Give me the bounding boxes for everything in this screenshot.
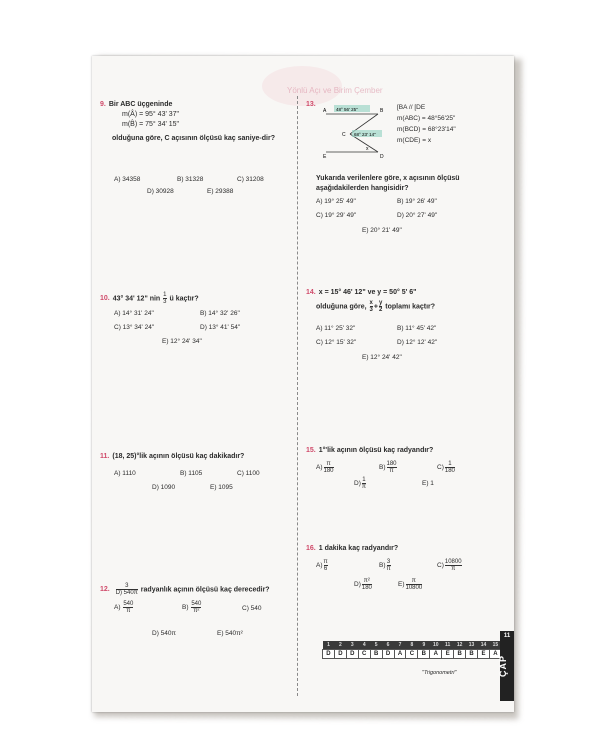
q12-a-num: 540: [123, 601, 134, 607]
key-num: 2: [334, 641, 346, 650]
q14-option-c[interactable]: C) 12° 15' 32": [316, 339, 357, 346]
point-c: C: [342, 132, 346, 138]
q14-frac-x: [370, 300, 373, 313]
q16-e-num: π: [411, 578, 416, 584]
key-num: 7: [394, 641, 406, 650]
q16-a-num: π: [323, 559, 328, 565]
q16-b-frac: [387, 559, 391, 572]
key-num: 5: [370, 641, 382, 650]
answer-key-answers: [323, 650, 514, 659]
q15-b-den: π: [387, 467, 397, 474]
q16-e-label: E): [398, 581, 405, 589]
q11-option-d[interactable]: D) 1090: [152, 484, 176, 491]
q16-d-den: 180: [361, 585, 372, 591]
q13-option-a[interactable]: A) 19° 25' 49": [316, 198, 356, 205]
key-answer: D: [323, 650, 335, 659]
q13-givens: [397, 102, 456, 146]
q16-option-c[interactable]: [437, 559, 463, 572]
angle-1-label: 48° 56' 25": [336, 107, 358, 112]
key-answer: B: [418, 650, 430, 659]
q15-option-c[interactable]: [437, 461, 456, 474]
q9-stem: Bir ABC üçgeninde: [108, 101, 173, 108]
key-num: 8: [406, 641, 418, 650]
q12-option-e[interactable]: E) 540π²: [217, 630, 243, 637]
q12-number: 12.: [100, 586, 110, 594]
q15-a-den: 180: [323, 468, 334, 474]
key-num: 4: [358, 641, 370, 650]
q15-c-num: 1: [448, 461, 452, 467]
column-divider: [297, 96, 298, 696]
q12-b-den: π²: [193, 608, 200, 614]
q16-c-den: π: [445, 565, 462, 572]
q10-option-e[interactable]: E) 12° 24' 34": [162, 338, 202, 345]
q14-fx: x: [369, 300, 373, 306]
question-12: [100, 583, 270, 596]
q13-question: Yukarıda verilenlere göre, x açısının ölçüsü aşağıdakilerden hangisidir?: [316, 175, 460, 192]
q14-number: 14.: [306, 289, 316, 296]
q16-d-frac: [362, 578, 372, 591]
q12-a-frac: [123, 601, 133, 614]
question-16: [306, 544, 398, 554]
q15-d-label: D): [354, 480, 361, 488]
key-num: 14: [478, 641, 490, 650]
q14-fy: y: [378, 300, 383, 306]
q11-option-a[interactable]: A) 1110: [114, 470, 136, 477]
q16-a-den: 6: [323, 566, 328, 572]
q15-c-label: C): [437, 464, 444, 472]
q15-b-num: 180: [386, 461, 397, 467]
q12-frac-num: 3: [125, 583, 129, 589]
q16-stem: 1 dakika kaç radyandır?: [318, 545, 399, 552]
q9-option-e[interactable]: E) 29388: [207, 188, 234, 195]
key-num: 9: [418, 641, 430, 650]
q10-post: ü kaçtır?: [169, 295, 199, 303]
q9-option-d[interactable]: D) 30928: [147, 188, 174, 195]
key-num: 12: [454, 641, 466, 650]
q16-d-label: D): [354, 581, 361, 589]
q9-option-b[interactable]: B) 31328: [177, 176, 204, 183]
q16-e-den: 10800: [405, 585, 423, 591]
key-answer: B: [370, 650, 382, 659]
key-num: 10: [430, 641, 442, 650]
q10-option-c[interactable]: C) 13° 34' 24": [114, 324, 155, 331]
q13-given-1: [BA // [DE: [397, 104, 426, 111]
q12-option-d[interactable]: D) 540π: [152, 630, 176, 637]
q14-f2: 2: [378, 307, 383, 313]
key-answer: D: [346, 650, 358, 659]
q12-option-c[interactable]: C) 540: [242, 605, 262, 612]
angle-2-label: 68° 23' 14": [354, 132, 376, 137]
key-answer: D: [382, 650, 394, 659]
key-answer: B: [466, 650, 478, 659]
answer-key-numbers: [323, 641, 514, 650]
q12-fraction: [116, 583, 138, 596]
key-answer: C: [406, 650, 418, 659]
q15-c-frac: [445, 461, 455, 474]
chapter-tab: [500, 631, 514, 701]
q15-b-frac: [387, 461, 397, 474]
question-10: [100, 292, 199, 305]
key-num: 15: [489, 641, 501, 650]
q9-given-b: m(B̂) = 75° 34' 15": [122, 121, 180, 128]
key-answer: A: [394, 650, 406, 659]
q11-stem: (18, 25)°lik açının ölçüsü kaç dakikadır?: [112, 453, 245, 460]
key-num: 3: [346, 641, 358, 650]
q15-option-b[interactable]: [379, 461, 398, 474]
q15-b-label: B): [379, 464, 386, 472]
q13-number: 13.: [306, 101, 316, 108]
q15-d-den: π: [361, 484, 366, 490]
point-a: A: [323, 108, 327, 114]
q12-option-a[interactable]: [114, 601, 134, 614]
q10-option-b[interactable]: B) 14° 32' 26": [200, 310, 240, 317]
q15-a-num: π: [326, 461, 331, 467]
key-num: 6: [382, 641, 394, 650]
q11-option-b[interactable]: B) 1105: [180, 470, 203, 477]
q16-option-d[interactable]: [354, 578, 373, 591]
key-num: 13: [466, 641, 478, 650]
q15-option-e[interactable]: E) 1: [422, 480, 434, 487]
key-answer: A: [489, 650, 501, 659]
q16-b-num: 3: [386, 559, 391, 565]
q16-option-e[interactable]: [398, 578, 423, 591]
key-answer: A: [430, 650, 442, 659]
answer-key: [322, 641, 514, 659]
q11-option-c[interactable]: C) 1100: [237, 470, 260, 477]
q12-b-num: 540: [191, 601, 202, 607]
q14-option-d[interactable]: D) 12° 12' 42": [397, 339, 438, 346]
q12-frac-den: D) 540π: [115, 590, 138, 596]
q14-frac-y: [379, 300, 382, 313]
angle-x-label: x: [366, 146, 369, 152]
q15-number: 15.: [306, 447, 316, 454]
q15-a-label: A): [316, 464, 323, 472]
key-answer: D: [334, 650, 346, 659]
q13-given-4: m(CDE) = x: [397, 137, 432, 144]
q15-option-d[interactable]: [354, 477, 367, 490]
q16-d-num: π²: [363, 578, 370, 584]
q11-option-e[interactable]: E) 1095: [210, 484, 233, 491]
point-b: B: [380, 108, 384, 114]
question-11: [100, 452, 244, 462]
q13-given-3: m(BCD) = 68°23'14": [397, 126, 456, 133]
q10-frac-den: 3: [163, 299, 167, 305]
question-13-number: [306, 100, 319, 110]
q13-option-e[interactable]: E) 20° 21' 49": [362, 227, 402, 234]
q15-stem: 1°'lik açının ölçüsü kaç radyandır?: [318, 447, 434, 454]
q15-d-num: 1: [362, 477, 366, 483]
q9-option-a[interactable]: A) 34358: [114, 176, 141, 183]
workbook-page: [92, 56, 514, 712]
point-e: E: [323, 154, 327, 160]
q16-b-den: π: [386, 566, 391, 572]
q12-a-den: π: [123, 607, 133, 614]
q10-fraction: [163, 292, 166, 305]
q9-given-a: m(Â) = 95° 43' 37": [122, 111, 180, 118]
page-number: 11: [503, 633, 511, 639]
q14-stem: x = 15° 46' 12" ve y = 50° 5' 6": [318, 289, 417, 296]
q15-c-den: 180: [444, 468, 455, 474]
q10-number: 10.: [100, 295, 110, 303]
q14-option-b[interactable]: B) 11° 45' 42": [397, 325, 437, 332]
q16-e-frac: [406, 578, 423, 591]
q15-option-a[interactable]: [316, 461, 335, 474]
q9-option-c[interactable]: C) 31208: [237, 176, 264, 183]
q14-f3: 3: [369, 307, 373, 313]
q9-question: olduğuna göre, C açısının ölçüsü kaç saniye-dir?: [112, 135, 275, 142]
q10-option-d[interactable]: D) 13° 41' 54": [200, 324, 241, 331]
q10-pre: 43° 34' 12" nin: [112, 295, 161, 303]
q16-c-num: 10800: [444, 559, 462, 565]
q9-number: 9.: [100, 101, 106, 108]
key-answer: C: [358, 650, 370, 659]
q16-c-frac: [445, 559, 462, 572]
footer-topic: "Trigonometri": [422, 670, 457, 676]
q12-b-frac: [191, 601, 201, 614]
key-answer: B: [454, 650, 466, 659]
q16-option-a[interactable]: [316, 559, 329, 572]
q13-option-d[interactable]: D) 20° 27' 49": [397, 212, 438, 219]
q16-a-label: A): [316, 562, 323, 570]
q14-option-a[interactable]: A) 11° 25' 32": [316, 325, 356, 332]
q12-b-label: B): [182, 604, 189, 612]
q14-option-e[interactable]: E) 12° 24' 42": [362, 354, 402, 361]
q12-stem: radyanlık açının ölçüsü kaç derecedir?: [140, 586, 270, 594]
q11-number: 11.: [100, 453, 110, 460]
q15-a-frac: [324, 461, 334, 474]
q12-a-label: A): [114, 604, 121, 612]
q16-a-frac: [324, 559, 328, 572]
key-answer: E: [478, 650, 490, 659]
q16-option-b[interactable]: [379, 559, 392, 572]
q14-question: olduğuna göre, $\frac{x}{3}$ + $\frac{y}{2}$ toplamı kaçtır?: [316, 300, 436, 313]
q16-b-label: B): [379, 562, 386, 570]
q12-option-b[interactable]: [182, 601, 202, 614]
q13-figure: [320, 100, 392, 162]
publisher-label: ÇAP: [498, 654, 509, 678]
q13-option-b[interactable]: B) 19° 26' 49": [397, 198, 437, 205]
question-15: [306, 446, 433, 456]
q10-frac-num: 1: [163, 292, 167, 298]
q13-given-2: m(ABC) = 48°56'25": [397, 115, 456, 122]
key-answer: E: [442, 650, 454, 659]
q13-option-c[interactable]: C) 19° 29' 49": [316, 212, 357, 219]
q10-option-a[interactable]: A) 14° 31' 24": [114, 310, 154, 317]
key-num: 11: [442, 641, 454, 650]
question-9: [100, 100, 285, 144]
q14-ask1: olduğuna göre,: [316, 303, 367, 311]
question-14: [306, 288, 506, 313]
key-num: 1: [323, 641, 335, 650]
q16-number: 16.: [306, 545, 316, 552]
q15-d-frac: [362, 477, 366, 490]
point-d: D: [380, 154, 384, 160]
q14-ask2: toplamı kaçtır?: [385, 303, 436, 311]
q16-c-label: C): [437, 562, 444, 570]
bg-title: Yönlü Açı ve Birim Çember: [287, 86, 383, 95]
